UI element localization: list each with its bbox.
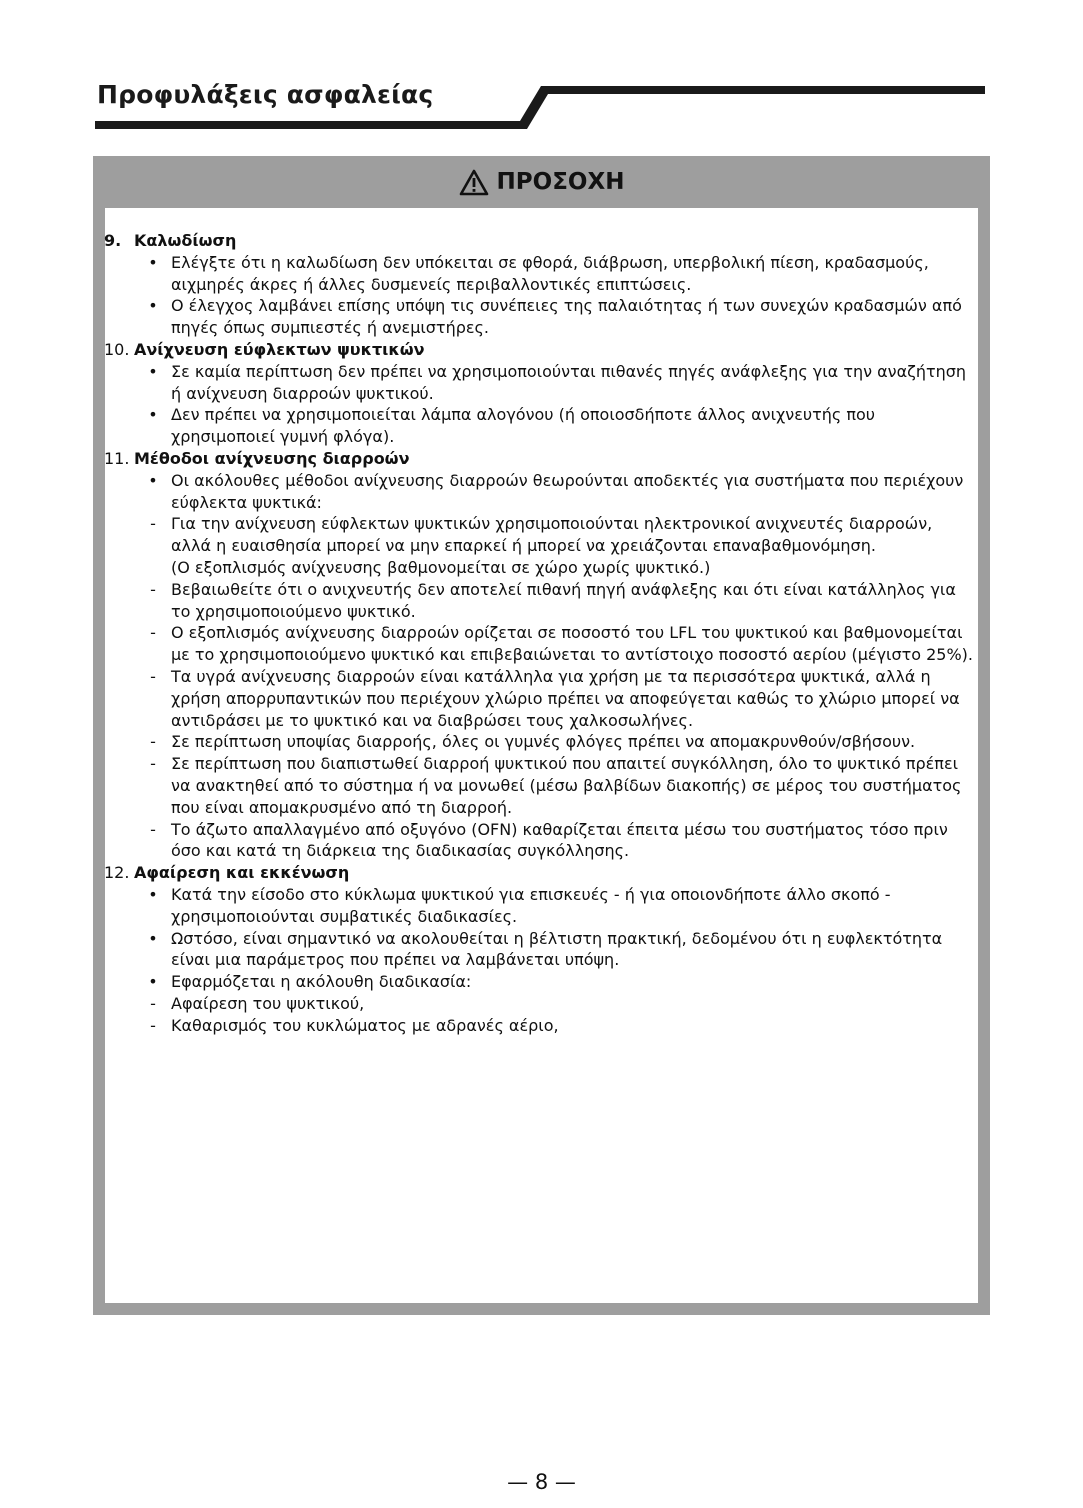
dash-mark: - [150, 514, 156, 534]
header-rule-graphic [0, 0, 1083, 140]
note-item [104, 557, 974, 579]
page-number: — 8 — [507, 1470, 576, 1494]
item-text: Εφαρμόζεται η ακόλουθη διαδικασία: [171, 972, 472, 992]
item-text: Ελέγξτε ότι η καλωδίωση δεν υπόκειται σε φθορά, διάβρωση, υπερβολική πίεση, κραδασμούς, αιχμηρές άκρες ή άλλες δυσμενείς περιβαλλοντικές επιπτώσεις. [171, 252, 929, 294]
item-text: Τα υγρά ανίχνευσης διαρροών είναι κατάλληλα για χρήση με τα περισσότερα ψυκτικά, αλλά η χρήση απορρυπαντικών που περιέχουν χλώριο πρέπει να αποφεύγεται καθώς το χλώριο μπορεί να αντιδράσει με το ψυκτικό και να διαβρώσει τους χαλκοσωλήνες. [171, 666, 960, 730]
dash-item [104, 1015, 974, 1037]
dash-mark: - [150, 732, 156, 752]
bullet-item [104, 884, 974, 928]
caution-header [93, 156, 990, 208]
section-title: Αφαίρεση και εκκένωση [134, 863, 350, 883]
bullet-mark: • [148, 361, 158, 381]
item-text: Αφαίρεση του ψυκτικού, [171, 993, 365, 1013]
bullet-mark: • [148, 928, 158, 948]
dash-item [104, 579, 974, 623]
bullet-item [104, 295, 974, 339]
bullet-item [104, 928, 974, 972]
dash-mark: - [150, 1015, 156, 1035]
dash-mark: - [150, 579, 156, 599]
dash-mark: - [150, 993, 156, 1013]
section-heading [104, 230, 974, 252]
bullet-mark: • [148, 252, 158, 272]
item-text: Βεβαιωθείτε ότι ο ανιχνευτής δεν αποτελεί πιθανή πηγή ανάφλεξης και ότι είναι κατάλληλος για το χρησιμοποιούμενο ψυκτικό. [171, 579, 956, 621]
bullet-item [104, 470, 974, 514]
section-number: 11. [104, 448, 130, 468]
dash-mark: - [150, 623, 156, 643]
item-text: Καθαρισμός του κυκλώματος με αδρανές αέριο, [171, 1015, 559, 1035]
bullet-item [104, 252, 974, 296]
caution-title: ΠΡΟΣΟΧΗ [496, 169, 625, 195]
item-text: Σε καμία περίπτωση δεν πρέπει να χρησιμοποιούνται πιθανές πηγές ανάφλεξης για την αναζήτηση ή ανίχνευση διαρροών ψυκτικού. [171, 361, 967, 403]
bullet-mark: • [148, 296, 158, 316]
section-heading [104, 448, 974, 470]
section-heading [104, 862, 974, 884]
bullet-mark: • [148, 884, 158, 904]
section-number: 10. [104, 339, 130, 359]
bullet-mark: • [148, 972, 158, 992]
bullet-mark: • [148, 405, 158, 425]
warning-triangle-icon [459, 169, 489, 196]
section [104, 339, 974, 448]
item-text: Ο έλεγχος λαμβάνει επίσης υπόψη τις συνέπειες της παλαιότητας ή των συνεχών κραδασμών από πηγές όπως συμπιεστές ή ανεμιστήρες. [171, 296, 962, 338]
section-heading [104, 339, 974, 361]
bullet-item [104, 361, 974, 405]
item-text: Για την ανίχνευση εύφλεκτων ψυκτικών χρησιμοποιούνται ηλεκτρονικοί ανιχνευτές διαρροών, αλλά η ευαισθησία μπορεί να μην επαρκεί ή μπορεί να χρειάζονται επαναβαθμονόμηση. [171, 514, 933, 556]
dash-item [104, 993, 974, 1015]
dash-item [104, 513, 974, 557]
section [104, 230, 974, 339]
section-title: Μέθοδοι ανίχνευσης διαρροών [134, 448, 410, 468]
page-title: Προφυλάξεις ασφαλείας [97, 80, 434, 109]
item-text: Σε περίπτωση υποψίας διαρροής, όλες οι γυμνές φλόγες πρέπει να απομακρυνθούν/σβήσουν. [171, 732, 916, 752]
section-number: 12. [104, 863, 130, 883]
dash-mark: - [150, 754, 156, 774]
dash-item [104, 666, 974, 731]
dash-item [104, 731, 974, 753]
bullet-mark: • [148, 470, 158, 490]
section [104, 862, 974, 1036]
dash-item [104, 819, 974, 863]
item-text: Ο εξοπλισμός ανίχνευσης διαρροών ορίζεται σε ποσοστό του LFL του ψυκτικού και βαθμονομείται με το χρησιμοποιούμενο ψυκτικό και επιβεβαιώνεται το αντίστοιχο ποσοστό αερίου (μέγιστο 25%). [171, 623, 973, 665]
section-title: Ανίχνευση εύφλεκτων ψυκτικών [134, 339, 425, 359]
dash-mark: - [150, 666, 156, 686]
caution-content [104, 230, 974, 1036]
item-text: Ωστόσο, είναι σημαντικό να ακολουθείται η βέλτιστη πρακτική, δεδομένου ότι η ευφλεκτότητα είναι μια παράμετρος που πρέπει να λαμβάνεται υπόψη. [171, 928, 943, 970]
section [104, 448, 974, 862]
bullet-item [104, 971, 974, 993]
dash-mark: - [150, 819, 156, 839]
dash-item [104, 622, 974, 666]
bullet-item [104, 404, 974, 448]
section-number: 9. [104, 231, 122, 250]
dash-item [104, 753, 974, 818]
item-text: Οι ακόλουθες μέθοδοι ανίχνευσης διαρροών θεωρούνται αποδεκτές για συστήματα που περιέχουν εύφλεκτα ψυκτικά: [171, 470, 964, 512]
section-title: Καλωδίωση [134, 231, 237, 250]
item-text: Σε περίπτωση που διαπιστωθεί διαρροή ψυκτικού που απαιτεί συγκόλληση, όλο το ψυκτικό πρέπει να ανακτηθεί από το σύστημα ή να μονωθεί (μέσω βαλβίδων διακοπής) σε μέρος του συστήματος που είναι απομακρυσμένο από τη διαρροή. [171, 754, 962, 817]
item-text: Το άζωτο απαλλαγμένο από οξυγόνο (OFN) καθαρίζεται έπειτα μέσω του συστήματος τόσο πριν όσο και κατά τη διάρκεια της διαδικασίας συγκόλλησης. [171, 819, 948, 861]
item-text: Κατά την είσοδο στο κύκλωμα ψυκτικού για επισκευές - ή για οποιονδήποτε άλλο σκοπό - χρησιμοποιούνται συμβατικές διαδικασίες. [171, 884, 891, 926]
item-text: (Ο εξοπλισμός ανίχνευσης βαθμονομείται σε χώρο χωρίς ψυκτικό.) [171, 557, 711, 577]
item-text: Δεν πρέπει να χρησιμοποιείται λάμπα αλογόνου (ή οποιοσδήποτε άλλος ανιχνευτής που χρησιμοποιεί γυμνή φλόγα). [171, 405, 876, 447]
